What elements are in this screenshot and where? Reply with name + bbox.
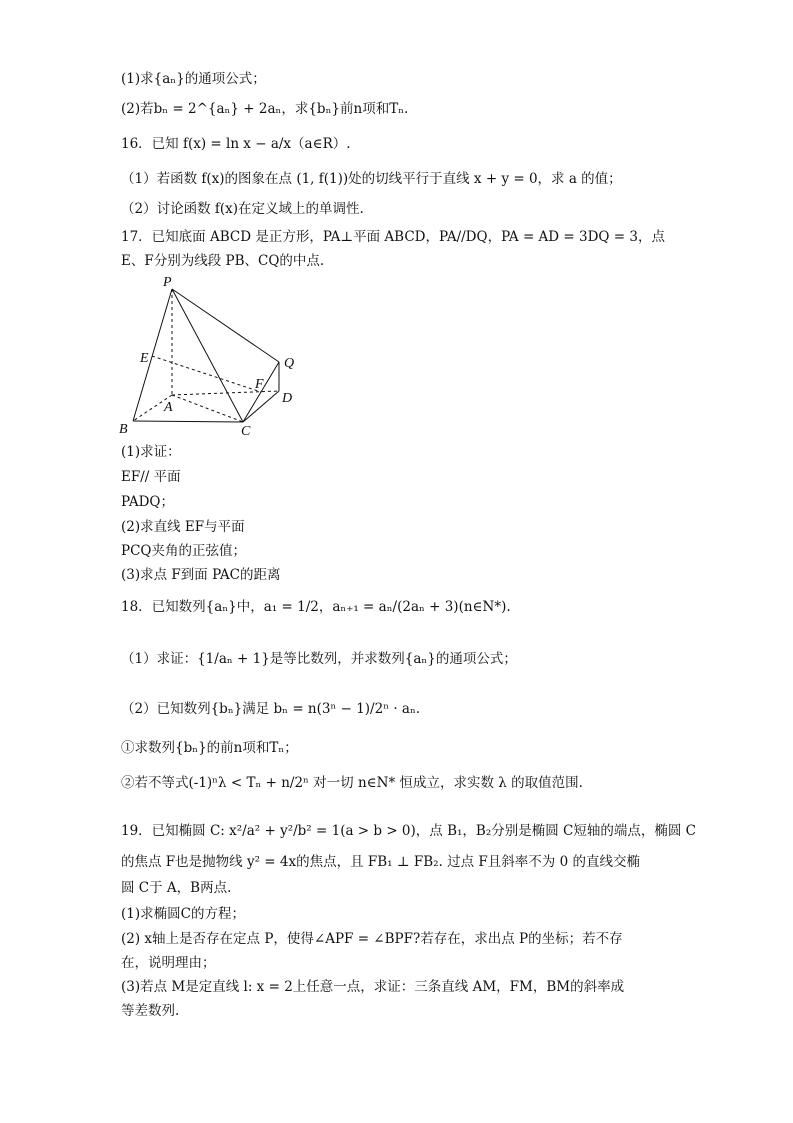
- q17-part2-a: (2)求直线 EF与平面: [121, 519, 245, 535]
- q17-part3: (3)求点 F到面 PAC的距离: [121, 567, 281, 583]
- q19-stem-line1: 19．已知椭圆 C: x²/a² + y²/b² = 1(a > b > 0)，点 B₁，B₂分别是椭圆 C短轴的端点，椭圆 C: [121, 823, 696, 839]
- edge-cd: [243, 391, 279, 422]
- q19-part2-b: 在，说明理由；: [121, 955, 216, 971]
- label-f: F: [255, 377, 264, 392]
- edge-ac: [172, 395, 243, 422]
- q16-part1: （1）若函数 f(x)的图象在点 (1, f(1))处的切线平行于直线 x + y = 0，求 a 的值；: [121, 171, 622, 187]
- q18-part2-2: ②若不等式(-1)ⁿλ < Tₙ + n/2ⁿ 对一切 n∈N* 恒成立，求实数 λ 的取值范围.: [121, 775, 583, 791]
- edge-pq: [172, 289, 279, 362]
- label-q: Q: [284, 356, 295, 371]
- q19-part3-b: 等差数列.: [121, 1003, 180, 1019]
- q17-part1-a: (1)求证：: [121, 444, 181, 460]
- pyramid-figure: [115, 272, 315, 437]
- q19-stem-line2: 的焦点 F也是抛物线 y² = 4x的焦点，且 FB₁ ⊥ FB₂. 过点 F且斜率不为 0 的直线交椭: [121, 854, 640, 870]
- q19-part1: (1)求椭圆C的方程；: [121, 906, 245, 922]
- q15-part2: (2)若bₙ = 2^{aₙ} + 2aₙ，求{bₙ}前n项和Tₙ.: [121, 101, 409, 117]
- label-p: P: [163, 275, 172, 290]
- q17-stem-line1: 17．已知底面 ABCD 是正方形，PA⊥平面 ABCD，PA//DQ，PA = AD = 3DQ = 3，点: [121, 229, 665, 245]
- q18-part2: （2）已知数列{bₙ}满足 bₙ = n(3ⁿ − 1)/2ⁿ · aₙ.: [121, 701, 421, 717]
- q18-part1: （1）求证：{1/aₙ + 1}是等比数列，并求数列{aₙ}的通项公式；: [121, 651, 517, 667]
- q17-part2-b: PCQ夹角的正弦值；: [121, 543, 246, 559]
- q18-stem: 18．已知数列{aₙ}中，a₁ = 1/2，aₙ₊₁ = aₙ/(2aₙ + 3)(n∈N*).: [121, 599, 511, 615]
- q17-stem-line2: E、F分别为线段 PB、CQ的中点.: [121, 253, 325, 269]
- label-b: B: [119, 422, 128, 437]
- q18-part2-1: ①求数列{bₙ}的前n项和Tₙ；: [121, 740, 298, 756]
- q15-part1: (1)求{aₙ}的通项公式；: [121, 71, 266, 87]
- q19-part3-a: (3)若点 M是定直线 l: x = 2上任意一点，求证：三条直线 AM，FM，BM的斜率成: [121, 979, 625, 995]
- label-a: A: [164, 400, 173, 415]
- edge-ef: [152, 356, 261, 392]
- label-d: D: [282, 391, 293, 406]
- label-c: C: [241, 424, 251, 437]
- q19-part2-a: (2) x轴上是否存在定点 P，使得∠APF = ∠BPF?若存在，求出点 P的坐标；若不存: [121, 931, 623, 947]
- edge-pc: [172, 289, 243, 422]
- edge-bc: [133, 421, 243, 422]
- label-e: E: [140, 351, 149, 366]
- q17-part1-b: EF// 平面: [121, 469, 181, 485]
- q16-stem: 16．已知 f(x) = ln x − a/x（a∈R）.: [121, 136, 351, 152]
- q17-part1-c: PADQ；: [121, 494, 174, 510]
- q19-stem-line3: 圆 C于 A，B两点.: [121, 880, 232, 896]
- q16-part2: （2）讨论函数 f(x)在定义域上的单调性.: [121, 201, 364, 217]
